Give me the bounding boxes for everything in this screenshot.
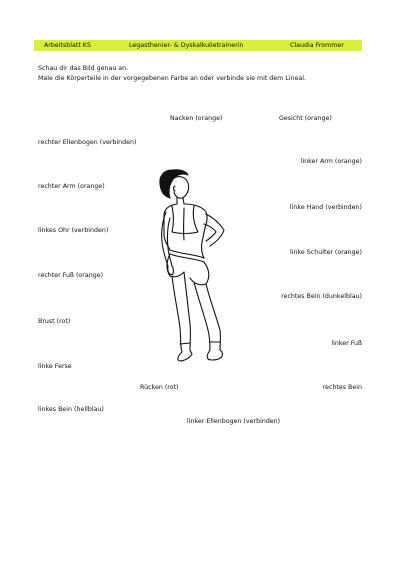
sock-marks <box>180 342 220 344</box>
body-figure-illustration <box>150 166 245 366</box>
instruction-line-1: Schau dir das Bild genau an. <box>38 65 129 72</box>
label-linker-arm: linker Arm (orange) <box>300 158 362 165</box>
right-arm-outline <box>162 212 172 266</box>
label-rechtes-bein: rechtes Bein (dunkelblau) <box>281 293 362 300</box>
label-linke-hand: linke Hand (verbinden) <box>289 204 362 211</box>
header-author: Claudia Frommer <box>290 42 344 49</box>
label-rechtes-bein-2: rechtes Bein <box>322 384 362 391</box>
label-nacken: Nacken (orange) <box>170 115 223 122</box>
header-title: Arbeitsblatt KS <box>44 42 91 49</box>
instruction-line-2: Male die Körperteile in der vorgegebenen Farbe an oder verbinde sie mit dem Lineal. <box>38 75 307 82</box>
ear-mark <box>174 186 176 191</box>
label-rechter-ellenbogen: rechter Ellenbogen (verbinden) <box>38 139 137 146</box>
label-rechter-fuss: rechter Fuß (orange) <box>38 272 104 279</box>
label-rechter-arm: rechter Arm (orange) <box>38 183 105 190</box>
header-subtitle: Legasthenier- & Dyskalkulietrainerin <box>129 42 244 49</box>
right-foot-outline <box>178 350 192 361</box>
label-brust: Brust (rot) <box>38 318 71 325</box>
label-ruecken: Rücken (rot) <box>140 384 179 391</box>
waistband <box>170 250 204 262</box>
label-linke-ferse: linke Ferse <box>38 363 72 370</box>
instructions <box>38 64 306 84</box>
label-linke-schulter: linke Schulter (orange) <box>290 249 362 256</box>
left-foot-outline <box>207 350 222 360</box>
label-linker-fuss: linker Fuß <box>331 340 362 347</box>
right-leg-outline <box>172 272 190 352</box>
worksheet-header <box>34 40 362 51</box>
face-outline <box>174 177 189 199</box>
tank-top-back <box>172 206 198 234</box>
label-linkes-ohr: linkes Ohr (verbinden) <box>38 227 109 234</box>
label-linkes-bein: linkes Bein (hellblau) <box>38 406 104 413</box>
label-gesicht: Gesicht (orange) <box>279 115 332 122</box>
hair-shape <box>160 170 188 198</box>
left-leg-outline <box>194 282 220 350</box>
label-linker-ellenbogen: linker Ellenbogen (verbinden) <box>187 418 281 425</box>
